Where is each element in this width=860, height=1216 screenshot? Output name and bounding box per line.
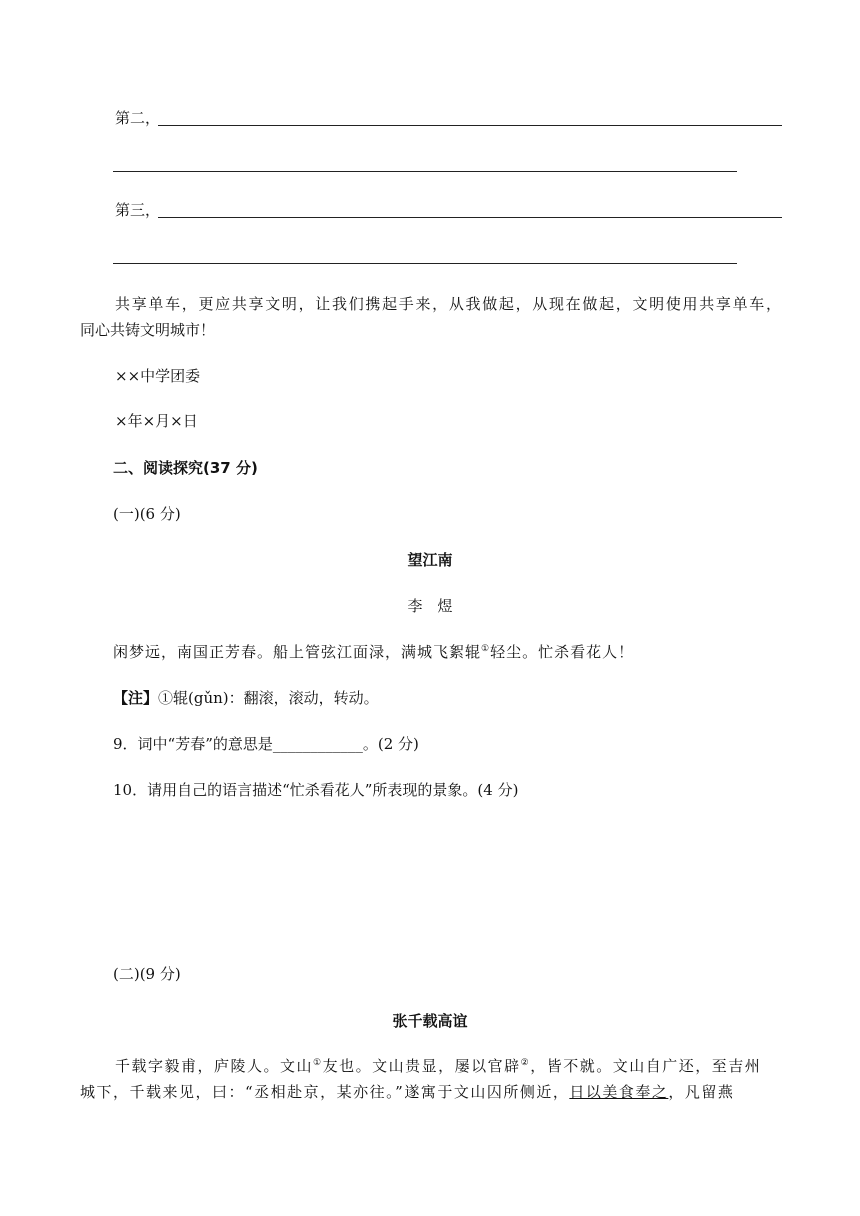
prose-line1-c: ，皆不就。文山自广还，至吉州 <box>530 1057 762 1075</box>
answer-line-second-2[interactable] <box>113 171 737 172</box>
answer-line-third-2[interactable] <box>113 263 737 264</box>
prose-line1-a: 千载字毅甫，庐陵人。文山 <box>115 1057 314 1075</box>
prose-line2 <box>80 1082 734 1102</box>
note-tag: 【注】 <box>113 689 159 707</box>
footnote-marker-2: ② <box>520 1058 531 1068</box>
prose-line1-b: 友也。文山贵显，屡以官辟 <box>322 1057 521 1075</box>
poem-note <box>113 688 379 708</box>
answer-line-third-1[interactable] <box>158 217 782 218</box>
note-marker: ① <box>481 644 491 654</box>
closing-paragraph-line2: 同心共铸文明城市！ <box>80 321 216 339</box>
question-10: 10．请用自己的语言描述“忙杀看花人”所表现的景象。(4 分) <box>113 781 519 799</box>
poem-text-part-b: 轻尘。忙杀看花人！ <box>490 643 635 661</box>
second-label: 第二， <box>115 109 161 127</box>
prose-line1 <box>115 1056 761 1076</box>
answer-line-second-1[interactable] <box>158 125 782 126</box>
third-label: 第三， <box>115 201 161 219</box>
underlined-phrase: 日以美食奉之 <box>569 1083 669 1101</box>
poem-author: 李 煜 <box>407 597 453 615</box>
signature-date: ×年×月×日 <box>115 412 198 430</box>
poem-text <box>113 642 634 662</box>
note-text: ①辊(gǔn)：翻滚，滚动，转动。 <box>158 689 379 707</box>
closing-paragraph-line1: 共享单车，更应共享文明，让我们携起手来，从我做起，从现在做起，文明使用共享单车， <box>115 295 782 313</box>
part1-label: (一)(6 分) <box>113 505 181 523</box>
question-9: 9．词中“芳春”的意思是____________。(2 分) <box>113 735 419 753</box>
section-heading: 二、阅读探究(37 分) <box>113 459 258 477</box>
prose-line2-b: ，凡留燕 <box>668 1083 735 1101</box>
prose-title: 张千载高谊 <box>392 1012 468 1030</box>
part2-label: (二)(9 分) <box>113 965 181 983</box>
prose-line2-a: 城下，千载来见，曰：“丞相赴京，某亦往。”遂寓于文山囚所侧近， <box>80 1083 570 1101</box>
footnote-marker-1: ① <box>313 1058 323 1068</box>
poem-title: 望江南 <box>407 551 453 569</box>
signature-org: ××中学团委 <box>115 367 201 385</box>
poem-text-part-a: 闲梦远，南国正芳春。船上管弦江面渌，满城飞絮辊 <box>113 643 482 661</box>
